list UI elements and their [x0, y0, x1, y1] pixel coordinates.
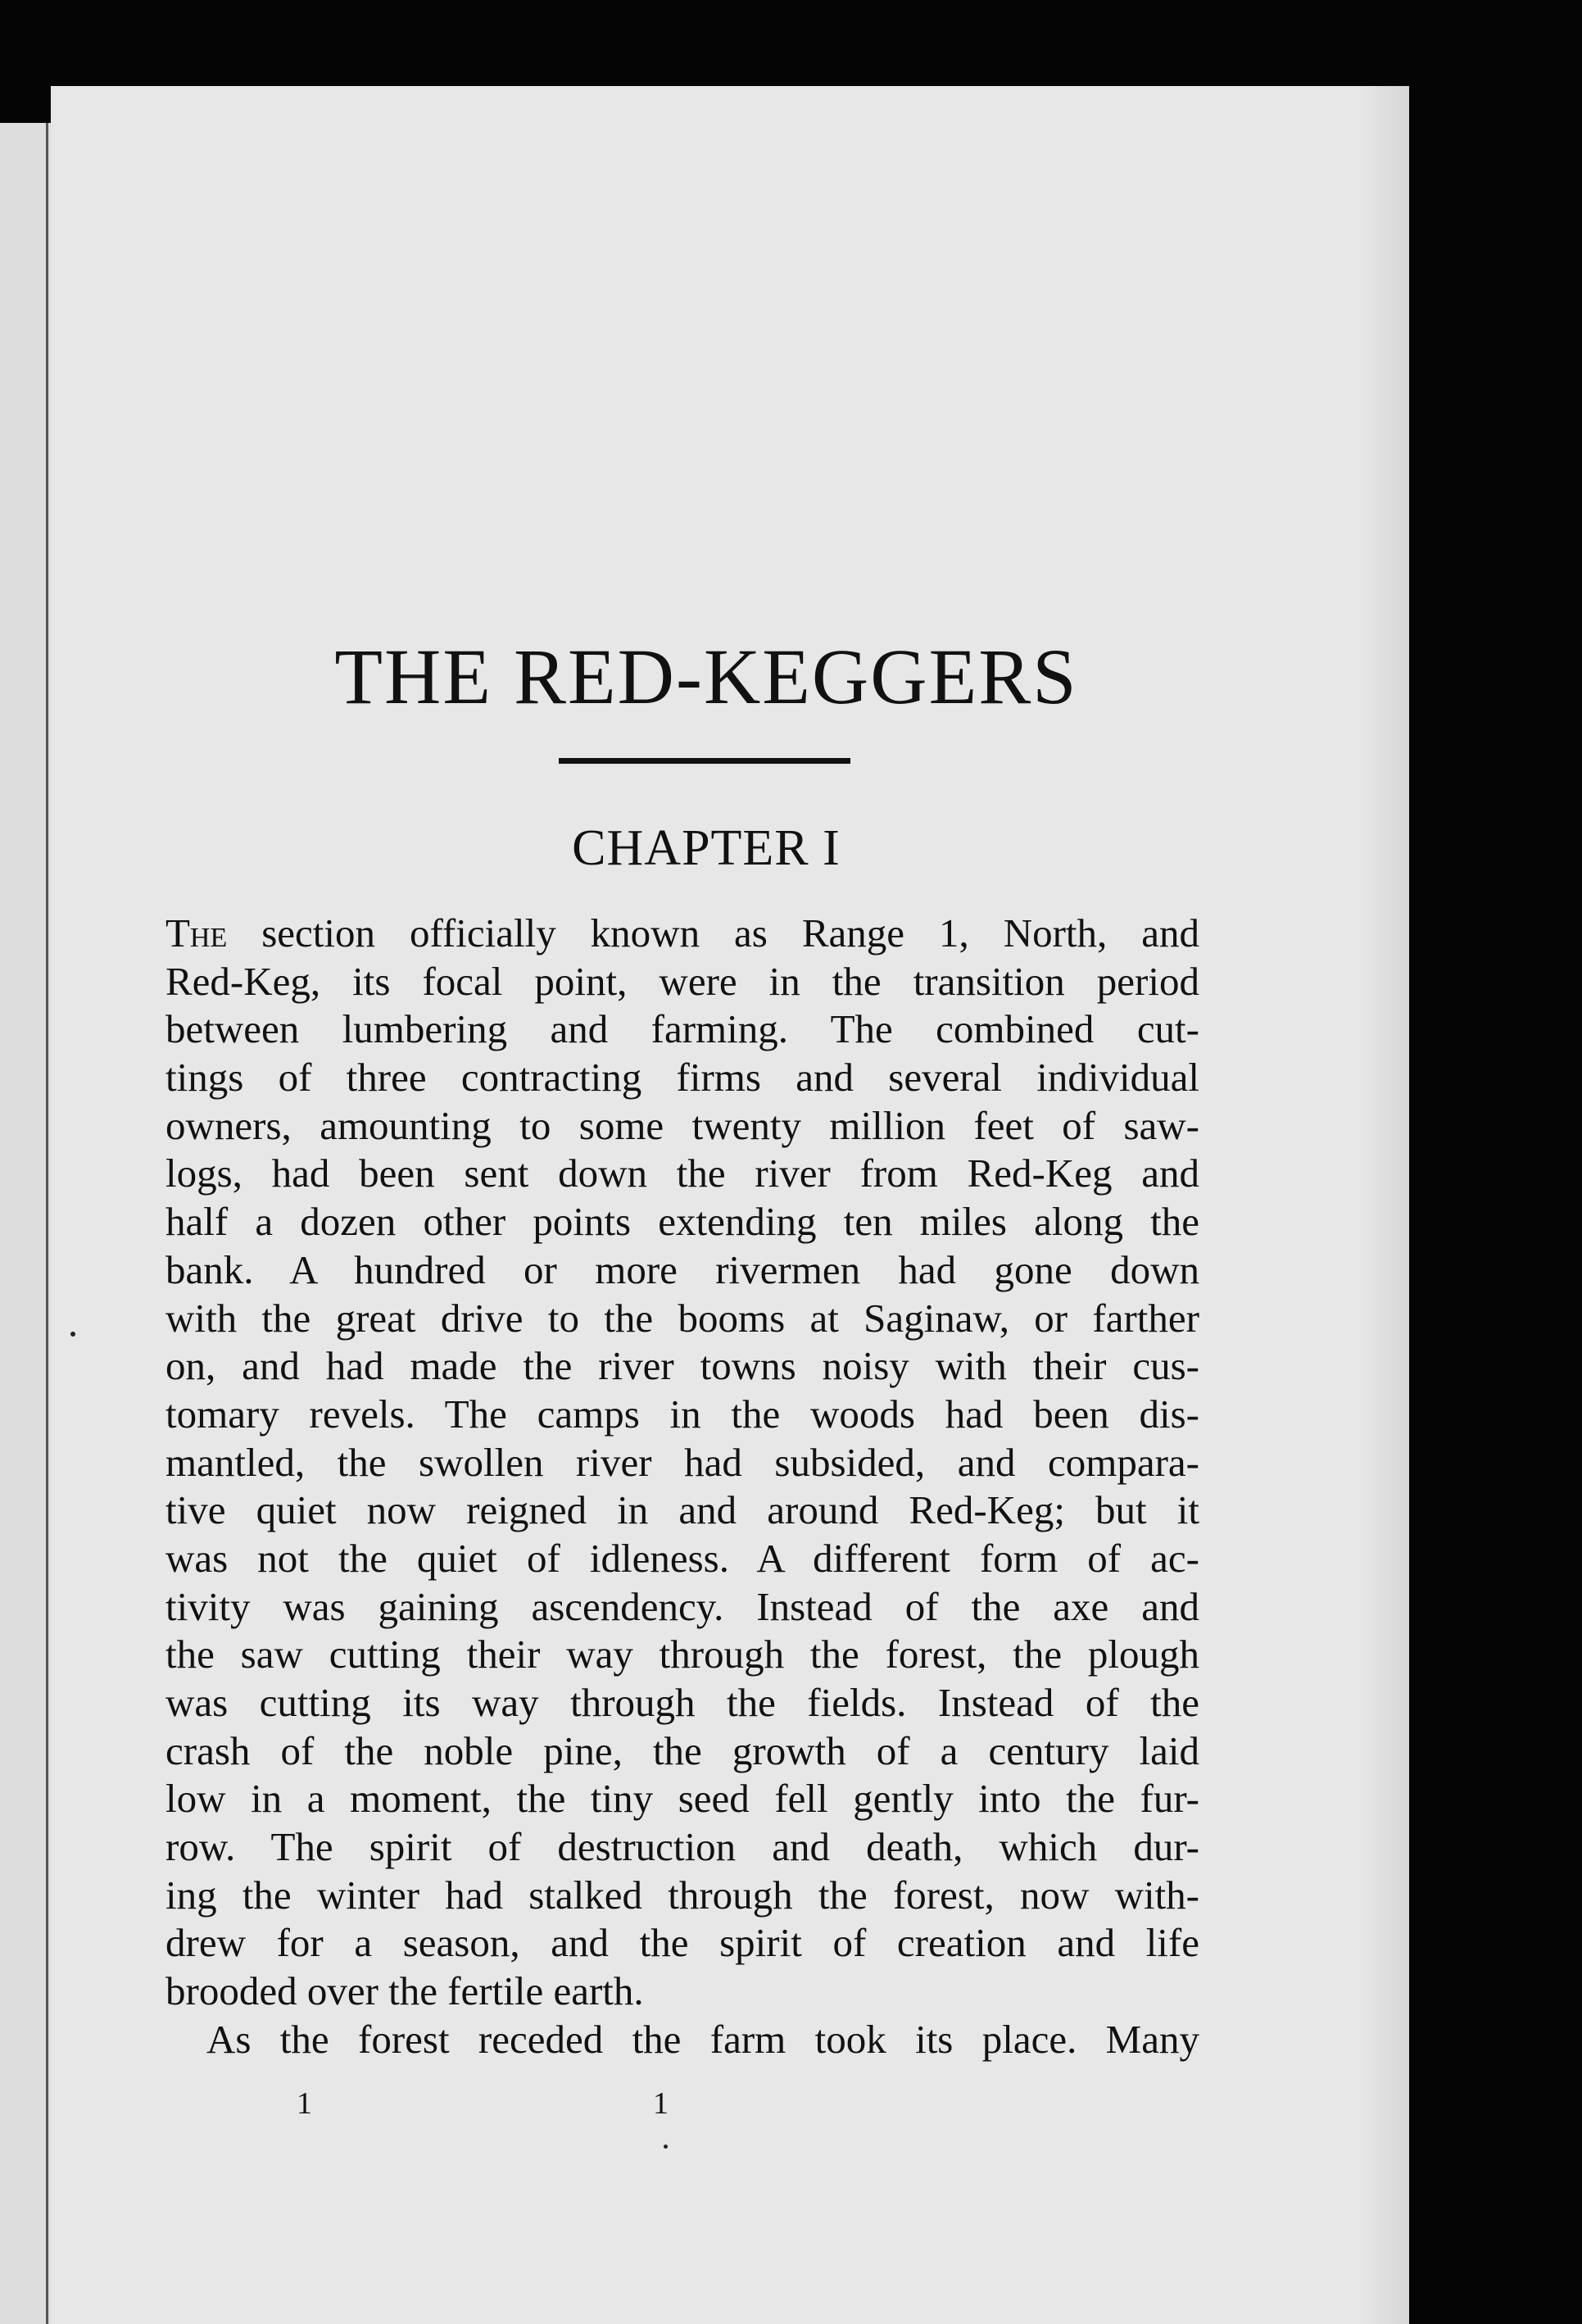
- text-line: crash of the noble pine, the growth of a century laid: [165, 1727, 1199, 1773]
- text-line: row. The spirit of destruction and death, which dur-: [165, 1824, 1199, 1870]
- signature-mark-left: 1: [297, 2086, 312, 2121]
- text-line: half a dozen other points extending ten miles along the: [165, 1199, 1199, 1245]
- page-right-edge: [1360, 86, 1409, 2324]
- text-line: mantled, the swollen river had subsided, and compara-: [165, 1439, 1199, 1485]
- signature-mark-right: 1: [653, 2086, 669, 2121]
- text-line: tomary revels. The camps in the woods had been dis-: [165, 1391, 1199, 1437]
- book-page: [51, 86, 1409, 2324]
- text-line: the saw cutting their way through the forest, the plough: [165, 1632, 1199, 1677]
- text-line: tive quiet now reigned in and around Red-Keg; but it: [165, 1487, 1199, 1533]
- text-line: with the great drive to the booms at Saginaw, or farther: [165, 1295, 1199, 1341]
- text-line: brooded over the fertile earth.: [165, 1968, 644, 2014]
- text-line: As the forest receded the farm took its place. Many: [206, 2016, 1199, 2062]
- binding-line: [46, 123, 48, 2324]
- book-title: THE RED-KEGGERS: [334, 633, 1078, 720]
- chapter-body: [165, 910, 1199, 2064]
- text-line: drew for a season, and the spirit of creation and life: [165, 1920, 1199, 1966]
- text-line: ing the winter had stalked through the forest, now with-: [165, 1872, 1199, 1918]
- page-speck: [664, 2145, 668, 2149]
- page-speck: [70, 1332, 75, 1337]
- text-line: tivity was gaining ascendency. Instead of the axe and: [165, 1583, 1199, 1629]
- text-line: tings of three contracting firms and several individual: [165, 1055, 1199, 1101]
- text-line: was not the quiet of idleness. A different form of ac-: [165, 1535, 1199, 1581]
- left-page-edge: [0, 123, 51, 2324]
- text-line: owners, amounting to some twenty million feet of saw-: [165, 1102, 1199, 1148]
- text-line: was cutting its way through the fields. Instead of the: [165, 1680, 1199, 1725]
- text-line: low in a moment, the tiny seed fell gently into the fur-: [165, 1776, 1199, 1822]
- text-line: between lumbering and farming. The combined cut-: [165, 1006, 1199, 1052]
- chapter-heading: CHAPTER I: [572, 820, 841, 876]
- text-line: bank. A hundred or more rivermen had gone down: [165, 1246, 1199, 1292]
- text-line: The section officially known as Range 1, North, and: [165, 910, 1199, 955]
- lead-word: The: [165, 910, 228, 955]
- title-rule: [559, 758, 850, 764]
- text-line: logs, had been sent down the river from Red-Keg and: [165, 1151, 1199, 1196]
- text-line: on, and had made the river towns noisy with their cus-: [165, 1343, 1199, 1389]
- text-line: Red-Keg, its focal point, were in the transition period: [165, 958, 1199, 1004]
